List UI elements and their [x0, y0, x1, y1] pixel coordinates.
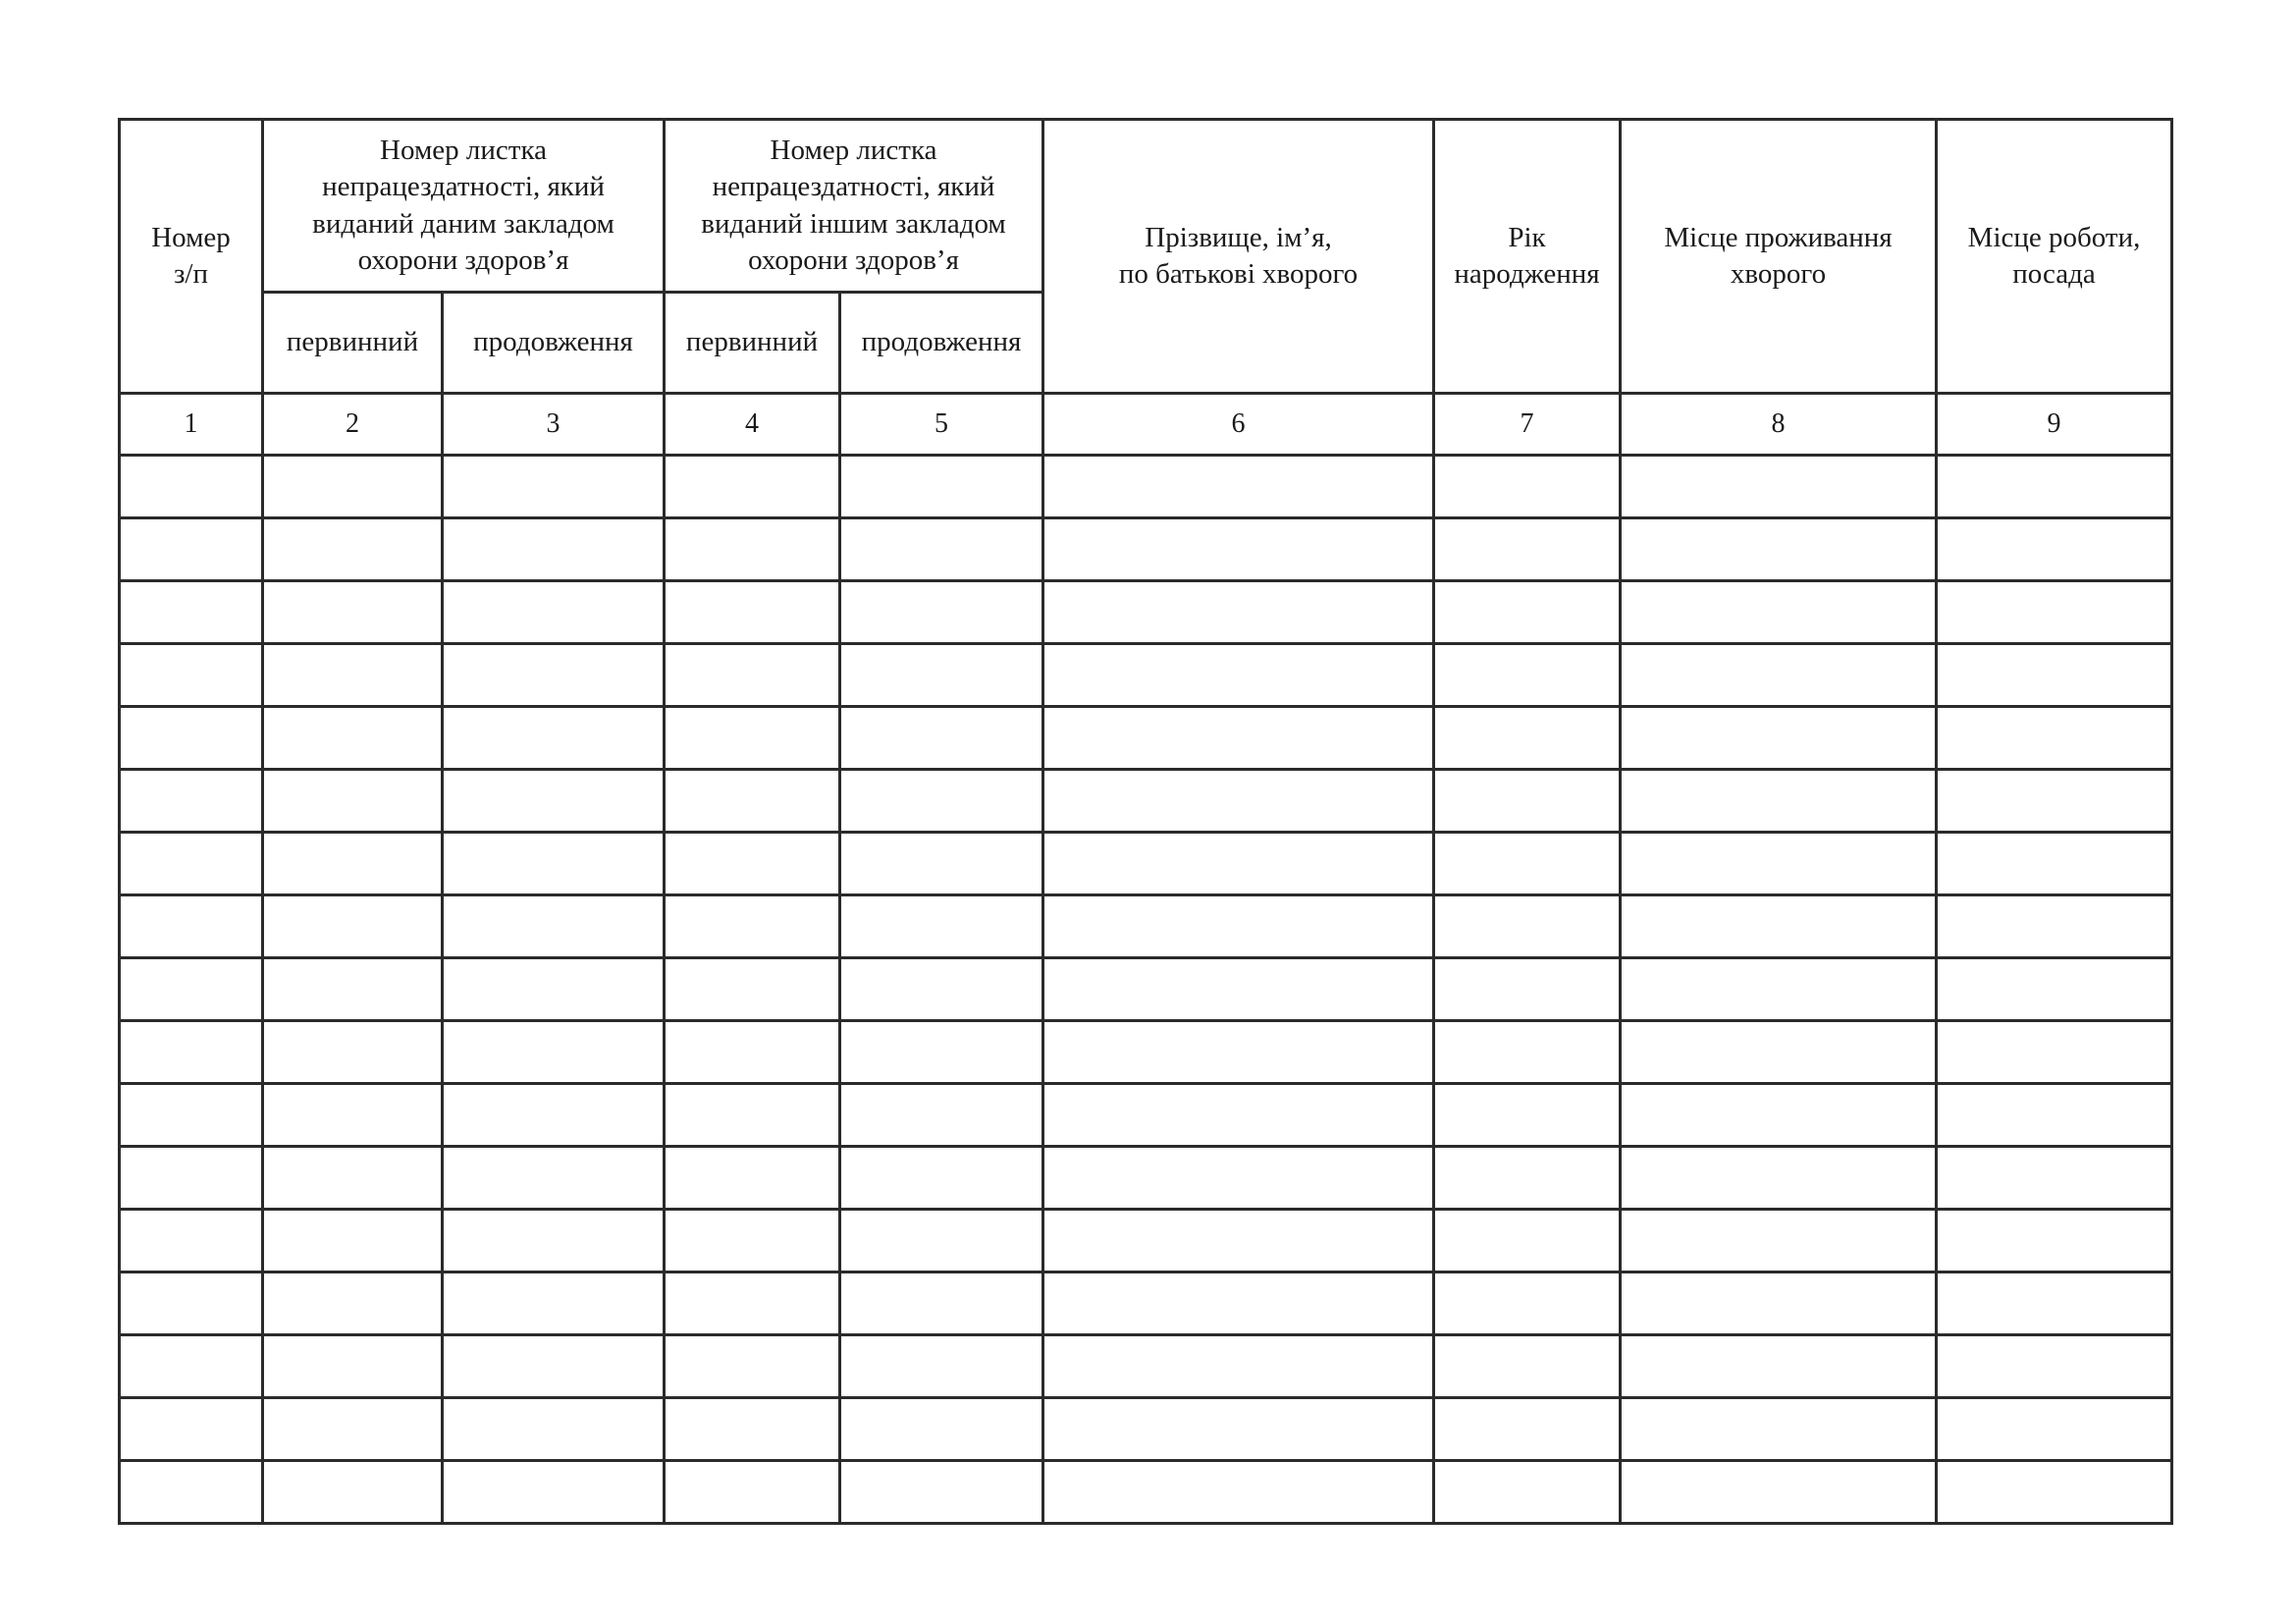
header-other-continuation: продовження	[840, 293, 1043, 394]
entry-cell	[1621, 581, 1937, 644]
entry-cell	[1621, 707, 1937, 770]
entry-row	[120, 1461, 2172, 1524]
entry-cell	[1937, 1335, 2172, 1398]
entry-cell	[840, 1335, 1043, 1398]
entry-cell	[443, 707, 665, 770]
entry-cell	[840, 456, 1043, 518]
entry-cell	[1043, 895, 1434, 958]
entry-row	[120, 1398, 2172, 1461]
entry-cell	[1434, 707, 1621, 770]
entry-cell	[443, 1210, 665, 1272]
entry-cell	[1937, 1147, 2172, 1210]
entry-cell	[443, 644, 665, 707]
entry-cell	[443, 958, 665, 1021]
entry-cell	[1434, 770, 1621, 833]
entry-row	[120, 1021, 2172, 1084]
entry-cell	[665, 518, 840, 581]
header-birth-year: Рік народження	[1434, 120, 1621, 394]
entry-cell	[1621, 456, 1937, 518]
entry-cell	[1434, 1210, 1621, 1272]
header-this-primary: первинний	[263, 293, 443, 394]
entry-cell	[840, 1210, 1043, 1272]
entry-cell	[120, 1021, 263, 1084]
entry-row	[120, 895, 2172, 958]
entry-cell	[665, 895, 840, 958]
entry-cell	[1621, 644, 1937, 707]
entry-cell	[1937, 833, 2172, 895]
entry-cell	[1434, 1398, 1621, 1461]
entry-cell	[1434, 1147, 1621, 1210]
entry-cell	[840, 895, 1043, 958]
entry-cell	[840, 581, 1043, 644]
entry-cell	[1937, 707, 2172, 770]
entry-cell	[1434, 644, 1621, 707]
entry-cell	[840, 833, 1043, 895]
entry-row	[120, 581, 2172, 644]
header-workplace-position: Місце роботи, посада	[1937, 120, 2172, 394]
header-residence: Місце проживання хворого	[1621, 120, 1937, 394]
entry-cell	[263, 895, 443, 958]
entry-cell	[120, 644, 263, 707]
entry-cell	[1434, 833, 1621, 895]
entry-cell	[665, 958, 840, 1021]
entry-cell	[1937, 1210, 2172, 1272]
entry-row	[120, 770, 2172, 833]
entry-cell	[1434, 1084, 1621, 1147]
entry-cell	[1043, 770, 1434, 833]
entry-row	[120, 1084, 2172, 1147]
entry-cell	[120, 1461, 263, 1524]
entry-cell	[665, 1335, 840, 1398]
entry-cell	[1434, 518, 1621, 581]
entry-cell	[665, 1084, 840, 1147]
entry-cell	[443, 833, 665, 895]
entry-row	[120, 707, 2172, 770]
entry-cell	[665, 581, 840, 644]
entry-cell	[1043, 833, 1434, 895]
entry-cell	[443, 1084, 665, 1147]
entry-row	[120, 518, 2172, 581]
entry-cell	[840, 1461, 1043, 1524]
entry-cell	[120, 707, 263, 770]
entry-row	[120, 1272, 2172, 1335]
column-number: 9	[1937, 394, 2172, 456]
entry-cell	[120, 1210, 263, 1272]
entry-cell	[1621, 1335, 1937, 1398]
entry-cell	[120, 456, 263, 518]
entry-cell	[1937, 1272, 2172, 1335]
entry-cell	[1621, 770, 1937, 833]
entry-cell	[1043, 456, 1434, 518]
entry-cell	[1043, 1147, 1434, 1210]
entry-row	[120, 1335, 2172, 1398]
entry-cell	[120, 1272, 263, 1335]
entry-cell	[263, 456, 443, 518]
entry-cell	[263, 1210, 443, 1272]
entry-cell	[1937, 581, 2172, 644]
entry-cell	[443, 1147, 665, 1210]
header-record-number: Номер з/п	[120, 120, 263, 394]
entry-cell	[840, 770, 1043, 833]
entry-cell	[1043, 1461, 1434, 1524]
entry-cell	[1434, 895, 1621, 958]
entry-cell	[1043, 1210, 1434, 1272]
column-number: 2	[263, 394, 443, 456]
entry-cell	[1937, 644, 2172, 707]
entry-cell	[665, 456, 840, 518]
entry-cell	[443, 456, 665, 518]
entry-row	[120, 833, 2172, 895]
entry-cell	[263, 833, 443, 895]
entry-cell	[1043, 958, 1434, 1021]
column-number: 8	[1621, 394, 1937, 456]
column-number: 5	[840, 394, 1043, 456]
entry-cell	[443, 518, 665, 581]
entry-cell	[1043, 644, 1434, 707]
entry-row	[120, 456, 2172, 518]
entry-cell	[1937, 958, 2172, 1021]
entry-cell	[1434, 1335, 1621, 1398]
entry-cell	[1937, 518, 2172, 581]
entry-cell	[840, 644, 1043, 707]
entry-cell	[443, 895, 665, 958]
entry-cell	[120, 581, 263, 644]
entry-cell	[1937, 895, 2172, 958]
entry-cell	[443, 581, 665, 644]
entry-cell	[120, 895, 263, 958]
entry-cell	[263, 1335, 443, 1398]
entry-cell	[665, 1021, 840, 1084]
entry-cell	[1621, 1461, 1937, 1524]
header-patient-full-name: Прізвище, ім’я, по батькові хворого	[1043, 120, 1434, 394]
entry-cell	[840, 1272, 1043, 1335]
entry-row	[120, 644, 2172, 707]
header-certificate-this-facility: Номер листка непрацездатності, який виданий даним закладом охорони здоров’я	[263, 120, 665, 293]
header-row-main	[120, 120, 2172, 293]
entry-cell	[1621, 1021, 1937, 1084]
column-number: 4	[665, 394, 840, 456]
entry-cell	[1043, 1021, 1434, 1084]
entry-cell	[443, 1272, 665, 1335]
entry-cell	[665, 1398, 840, 1461]
entry-cell	[263, 770, 443, 833]
entry-cell	[1621, 833, 1937, 895]
entry-cell	[443, 1021, 665, 1084]
entry-cell	[263, 707, 443, 770]
entry-cell	[263, 581, 443, 644]
entry-cell	[1621, 1084, 1937, 1147]
entry-cell	[120, 1335, 263, 1398]
entry-cell	[665, 833, 840, 895]
entry-cell	[443, 1398, 665, 1461]
entry-cell	[120, 770, 263, 833]
entry-cell	[1937, 1398, 2172, 1461]
entry-cell	[665, 1210, 840, 1272]
entry-cell	[665, 770, 840, 833]
entry-cell	[263, 1272, 443, 1335]
entry-cell	[263, 644, 443, 707]
entry-row	[120, 1147, 2172, 1210]
entry-cell	[1621, 1147, 1937, 1210]
entry-cell	[665, 707, 840, 770]
entry-cell	[1621, 1398, 1937, 1461]
entry-cell	[1937, 770, 2172, 833]
entry-cell	[840, 1084, 1043, 1147]
entry-cell	[1043, 518, 1434, 581]
entry-cell	[1434, 1272, 1621, 1335]
entry-cell	[263, 1461, 443, 1524]
column-number: 1	[120, 394, 263, 456]
entry-cell	[263, 518, 443, 581]
column-number-row	[120, 394, 2172, 456]
entry-cell	[1043, 1335, 1434, 1398]
entry-cell	[665, 1272, 840, 1335]
entry-cell	[120, 833, 263, 895]
entry-cell	[1621, 1272, 1937, 1335]
entry-cell	[120, 1147, 263, 1210]
header-this-continuation: продовження	[443, 293, 665, 394]
entry-cell	[1621, 958, 1937, 1021]
entry-cell	[263, 1084, 443, 1147]
entry-cell	[840, 1021, 1043, 1084]
entry-cell	[1621, 1210, 1937, 1272]
column-number: 7	[1434, 394, 1621, 456]
entry-cell	[1434, 958, 1621, 1021]
entry-row	[120, 1210, 2172, 1272]
entry-cell	[665, 1461, 840, 1524]
header-certificate-other-facility: Номер листка непрацездатності, який виданий іншим закладом охорони здоров’я	[665, 120, 1043, 293]
entry-cell	[840, 707, 1043, 770]
entry-cell	[1937, 1021, 2172, 1084]
entry-cell	[1043, 1272, 1434, 1335]
entry-cell	[1434, 456, 1621, 518]
entry-cell	[263, 1398, 443, 1461]
entry-cell	[1043, 707, 1434, 770]
entry-cell	[1434, 581, 1621, 644]
register-body	[120, 394, 2172, 1524]
entry-cell	[120, 958, 263, 1021]
column-number: 3	[443, 394, 665, 456]
entry-cell	[665, 644, 840, 707]
entry-cell	[120, 1084, 263, 1147]
entry-cell	[1043, 1084, 1434, 1147]
entry-cell	[120, 518, 263, 581]
entry-cell	[1621, 895, 1937, 958]
entry-cell	[120, 1398, 263, 1461]
entry-cell	[1043, 1398, 1434, 1461]
entry-cell	[1937, 1084, 2172, 1147]
entry-cell	[263, 1021, 443, 1084]
entry-cell	[840, 958, 1043, 1021]
entry-cell	[1043, 581, 1434, 644]
sick-leave-register-table	[118, 118, 2173, 1525]
entry-cell	[443, 1461, 665, 1524]
entry-cell	[1937, 1461, 2172, 1524]
entry-cell	[443, 1335, 665, 1398]
entry-cell	[840, 1398, 1043, 1461]
entry-cell	[1434, 1021, 1621, 1084]
header-other-primary: первинний	[665, 293, 840, 394]
entry-cell	[263, 958, 443, 1021]
entry-cell	[665, 1147, 840, 1210]
column-number: 6	[1043, 394, 1434, 456]
entry-cell	[840, 518, 1043, 581]
entry-cell	[1937, 456, 2172, 518]
entry-row	[120, 958, 2172, 1021]
entry-cell	[1434, 1461, 1621, 1524]
entry-cell	[263, 1147, 443, 1210]
entry-cell	[443, 770, 665, 833]
entry-cell	[1621, 518, 1937, 581]
entry-cell	[840, 1147, 1043, 1210]
